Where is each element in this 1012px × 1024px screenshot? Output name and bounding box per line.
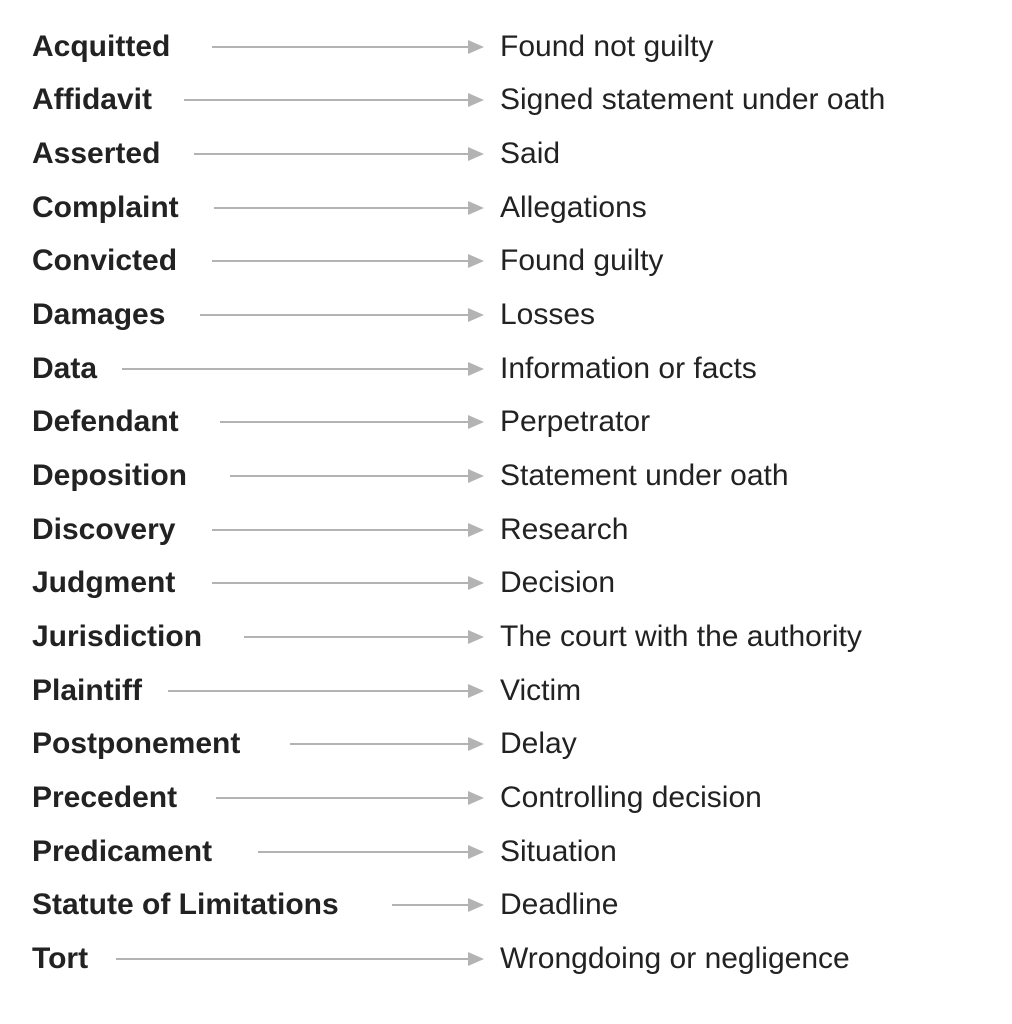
- plain-meaning: Perpetrator: [500, 405, 651, 438]
- plain-meaning: Situation: [500, 835, 617, 868]
- legal-term: Data: [32, 352, 98, 385]
- arrow-line: [184, 99, 470, 101]
- plain-meaning: Deadline: [500, 888, 619, 921]
- plain-meaning: Losses: [500, 298, 596, 331]
- glossary-row: [0, 610, 1012, 664]
- arrow-right-icon: [468, 791, 484, 805]
- glossary-row: [0, 825, 1012, 879]
- legal-term: Asserted: [32, 137, 161, 170]
- legal-term: Jurisdiction: [32, 620, 203, 653]
- legal-term: Predicament: [32, 835, 213, 868]
- legal-term: Deposition: [32, 459, 187, 492]
- plain-meaning: Research: [500, 513, 629, 546]
- arrow-line: [200, 314, 470, 316]
- plain-meaning: Signed statement under oath: [500, 83, 886, 116]
- glossary-row: [0, 449, 1012, 503]
- arrow-right-icon: [468, 415, 484, 429]
- glossary-row: [0, 717, 1012, 771]
- arrow-right-icon: [468, 308, 484, 322]
- legal-term: Convicted: [32, 244, 178, 277]
- arrow-line: [216, 797, 470, 799]
- arrow-right-icon: [468, 254, 484, 268]
- arrow-right-icon: [468, 40, 484, 54]
- glossary-row: [0, 127, 1012, 181]
- legal-term: Statute of Limitations: [32, 888, 339, 921]
- arrow-line: [194, 153, 470, 155]
- arrow-line: [168, 690, 470, 692]
- arrow-line: [220, 421, 470, 423]
- arrow-right-icon: [468, 362, 484, 376]
- arrow-right-icon: [468, 684, 484, 698]
- arrow-line: [258, 851, 470, 853]
- arrow-right-icon: [468, 952, 484, 966]
- arrow-right-icon: [468, 845, 484, 859]
- arrow-line: [212, 260, 470, 262]
- plain-meaning: Victim: [500, 674, 582, 707]
- arrow-right-icon: [468, 898, 484, 912]
- plain-meaning: Delay: [500, 727, 577, 760]
- legal-term: Damages: [32, 298, 166, 331]
- glossary-row: [0, 932, 1012, 986]
- glossary-row: [0, 342, 1012, 396]
- plain-meaning: Controlling decision: [500, 781, 762, 814]
- legal-term: Complaint: [32, 191, 179, 224]
- glossary-row: [0, 73, 1012, 127]
- arrow-right-icon: [468, 147, 484, 161]
- glossary-row: [0, 20, 1012, 74]
- arrow-right-icon: [468, 469, 484, 483]
- arrow-right-icon: [468, 201, 484, 215]
- glossary-row: [0, 878, 1012, 932]
- glossary-row: [0, 771, 1012, 825]
- plain-meaning: Decision: [500, 566, 616, 599]
- glossary-row: [0, 664, 1012, 718]
- plain-meaning: Wrongdoing or negligence: [500, 942, 850, 975]
- legal-term: Plaintiff: [32, 674, 142, 707]
- arrow-line: [214, 207, 470, 209]
- arrow-line: [392, 904, 470, 906]
- legal-term: Postponement: [32, 727, 241, 760]
- plain-meaning: The court with the authority: [500, 620, 862, 653]
- plain-meaning: Information or facts: [500, 352, 757, 385]
- glossary-row: [0, 503, 1012, 557]
- plain-meaning: Allegations: [500, 191, 647, 224]
- arrow-line: [230, 475, 470, 477]
- legal-term: Acquitted: [32, 30, 171, 63]
- arrow-right-icon: [468, 523, 484, 537]
- arrow-line: [212, 46, 470, 48]
- arrow-line: [290, 743, 470, 745]
- plain-meaning: Statement under oath: [500, 459, 789, 492]
- arrow-right-icon: [468, 576, 484, 590]
- arrow-line: [244, 636, 470, 638]
- arrow-right-icon: [468, 737, 484, 751]
- glossary-row: [0, 234, 1012, 288]
- glossary-row: [0, 288, 1012, 342]
- plain-meaning: Said: [500, 137, 561, 170]
- legal-term: Tort: [32, 942, 89, 975]
- glossary-row: [0, 395, 1012, 449]
- arrow-line: [212, 582, 470, 584]
- arrow-line: [116, 958, 470, 960]
- legal-term: Affidavit: [32, 83, 152, 116]
- legal-term: Precedent: [32, 781, 178, 814]
- legal-term: Judgment: [32, 566, 176, 599]
- legal-term: Discovery: [32, 513, 176, 546]
- glossary-row: [0, 181, 1012, 235]
- legal-term: Defendant: [32, 405, 179, 438]
- arrow-right-icon: [468, 93, 484, 107]
- arrow-line: [212, 529, 470, 531]
- glossary-row: [0, 556, 1012, 610]
- plain-meaning: Found not guilty: [500, 30, 714, 63]
- plain-meaning: Found guilty: [500, 244, 664, 277]
- arrow-line: [122, 368, 470, 370]
- arrow-right-icon: [468, 630, 484, 644]
